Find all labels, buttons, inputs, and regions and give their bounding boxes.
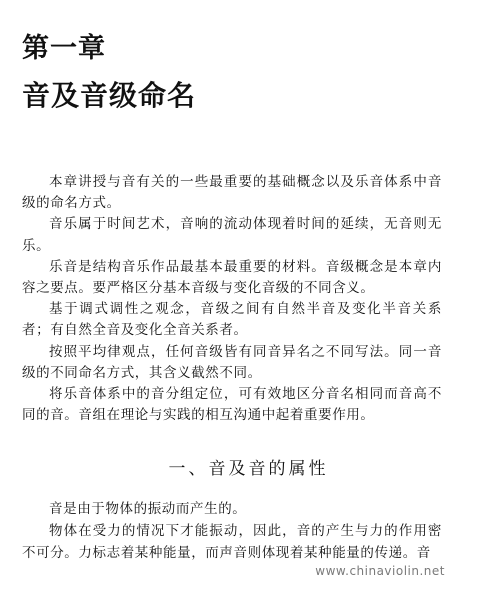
chapter-number: 第一章	[22, 33, 106, 64]
intro-paragraph: 将乐音体系中的音分组定位，可有效地区分音名相同而音高不同的音。音组在理论与实践的相互沟通中起着重要作用。	[22, 386, 442, 424]
section-heading: 一、音及音的属性	[168, 459, 329, 479]
chapter-intro	[22, 172, 442, 426]
intro-paragraph: 音乐属于时间艺术，音响的流动体现着时间的延续，无音则无乐。	[22, 216, 442, 254]
intro-paragraph: 按照平均律观点，任何音级皆有同音异名之不同写法。同一音级的不同命名方式，其含义截然不同。	[22, 343, 442, 381]
intro-paragraph: 本章讲授与音有关的一些最重要的基础概念以及乐音体系中音级的命名方式。	[22, 174, 442, 212]
chapter-title: 音及音级命名	[22, 79, 197, 112]
section-body	[22, 498, 442, 564]
section-paragraph: 音是由于物体的振动而产生的。	[49, 501, 247, 517]
intro-paragraph: 基于调式调性之观念，音级之间有自然半音及变化半音关系者；有自然全音及变化全音关系者。	[22, 301, 442, 339]
watermark: www.chinaviolin.net	[315, 564, 445, 578]
section-paragraph: 物体在受力的情况下才能振动，因此，音的产生与力的作用密不可分。力标志着某种能量，而声音则体现着某种能量的传递。音	[22, 523, 442, 561]
intro-paragraph: 乐音是结构音乐作品最基本最重要的材料。音级概念是本章内容之要点。要严格区分基本音级与变化音级的不同含义。	[22, 258, 442, 297]
